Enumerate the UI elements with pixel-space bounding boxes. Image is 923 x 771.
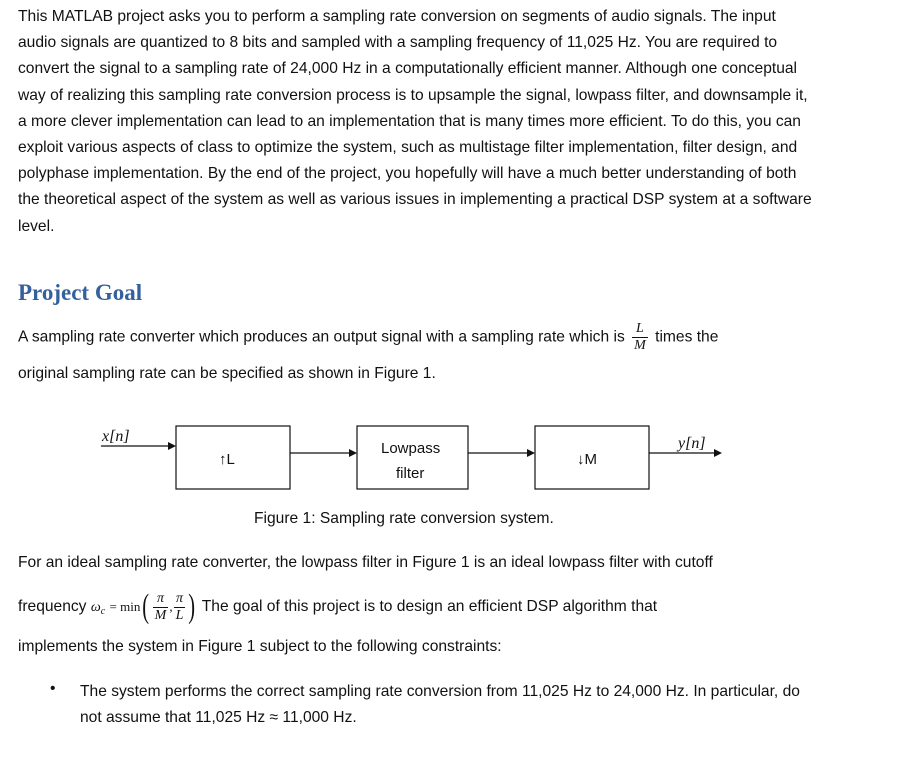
fraction-numerator: L [632, 322, 648, 338]
fraction-pi-over-m [153, 592, 169, 623]
pi-numerator-2: π [174, 592, 186, 608]
omega-subscript: c [100, 606, 106, 618]
section-heading-project-goal: Project Goal [18, 280, 143, 305]
pi-numerator-1: π [153, 592, 169, 608]
goal-line-2: original sampling rate can be specified as shown in Figure 1. [18, 365, 436, 382]
ideal-line-3: implements the system in Figure 1 subject to the following constraints: [18, 638, 502, 655]
m-denominator: M [154, 607, 167, 623]
ideal-line-1: For an ideal sampling rate converter, the lowpass filter in Figure 1 is an ideal lowpass filter with cutoff [18, 554, 713, 571]
goal-line-1-text: A sampling rate converter which produces an output signal with a sampling rate which is [18, 328, 625, 346]
arrow-head-2 [527, 449, 535, 457]
fraction-l-over-m [632, 322, 648, 353]
figure-1-block-diagram [0, 420, 923, 500]
bullet-icon: • [50, 680, 56, 697]
left-paren: ( [142, 588, 150, 625]
fraction-comma: , [169, 599, 173, 615]
arrow-head-1 [349, 449, 357, 457]
input-arrow-head [168, 442, 176, 450]
l-denominator: L [175, 607, 184, 623]
intro-paragraph: This MATLAB project asks you to perform a sampling rate conversion on segments of audio signals. The input audio signals are quantized to 8 bits and sampled with a sampling frequency of 11,025 Hz. You are required to convert the signal to a sampling rate of 24,000 Hz in a computationally efficient manner. Although one conceptual way of realizing this sampling rate conversion process is to upsample the signal, lowpass filter, and downsample it, a more clever implementation can lead to an implementation that is many times more efficient. To do this, you can exploit various aspects of class to optimize the system, such as multistage filter implementation, filter design, and polyphase implementation. By the end of the project, you hopefully will have a much better understanding of both the theoretical aspect of the system as well as various issues in implementing a practical DSP system at a software level. [18, 8, 812, 235]
ideal-line-2 [18, 590, 657, 624]
filter-label-line-2: filter [396, 465, 425, 482]
input-signal-label: x[n] [102, 428, 130, 445]
ideal-line-2-suffix: The goal of this project is to design an efficient DSP algorithm that [201, 598, 658, 616]
output-arrow-head [714, 449, 722, 457]
upsampler-label: ↑L [219, 451, 235, 468]
equals-min: = min [109, 599, 141, 615]
fraction-pi-over-l [174, 592, 186, 623]
figure-caption: Figure 1: Sampling rate conversion system. [254, 510, 554, 527]
ideal-line-2-prefix: frequency [18, 598, 87, 616]
omega-symbol: ω [90, 600, 101, 616]
constraint-text: The system performs the correct sampling rate conversion from 11,025 Hz to 24,000 Hz. In particular, do not assume that 11,025 Hz ≈ 11,000 Hz. [80, 683, 800, 726]
fraction-denominator: M [634, 338, 646, 353]
right-paren: ) [188, 588, 196, 625]
filter-label-line-1: Lowpass [381, 440, 441, 457]
downsampler-label: ↓M [577, 451, 597, 468]
goal-line-1-tail: times the [655, 328, 719, 346]
output-signal-label: y[n] [678, 435, 706, 452]
goal-line-1 [18, 322, 718, 353]
